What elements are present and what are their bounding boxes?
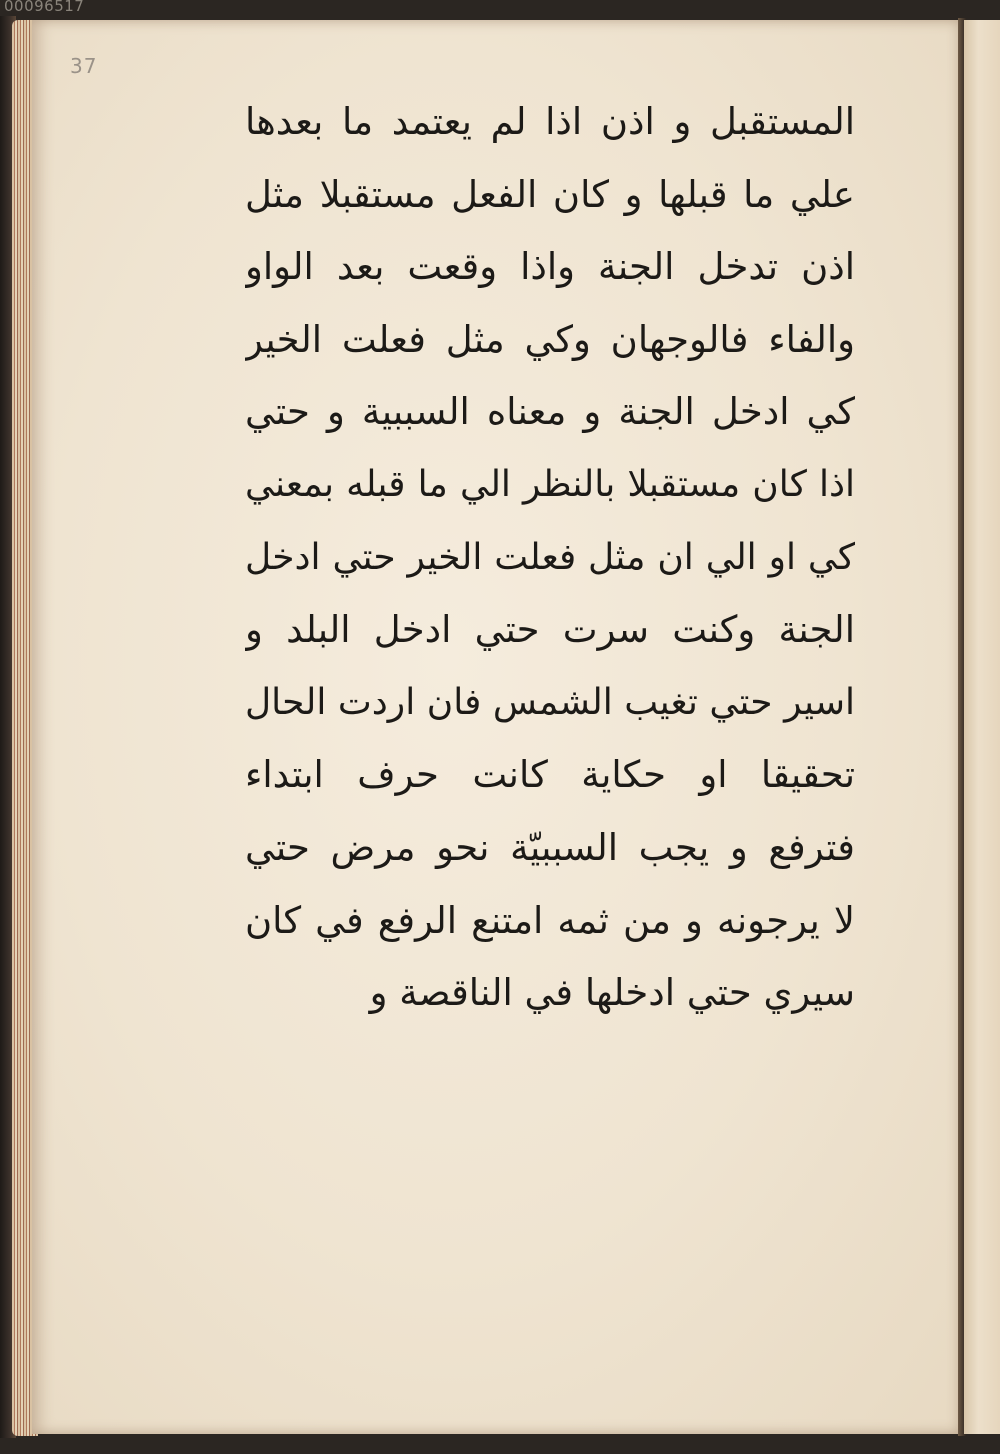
text-line-8: الجنة وكنت سرت حتي ادخل البلد و bbox=[245, 608, 855, 652]
text-line-13: سيري حتي ادخلها في الناقصة و bbox=[369, 971, 855, 1015]
text-line-11: فترفع و يجب السببيّة نحو مرض حتي bbox=[245, 825, 855, 869]
scan-id-label: 00096517 bbox=[4, 0, 85, 15]
text-line-6: اذا كان مستقبلا بالنظر الي ما قبله بمعني bbox=[245, 463, 855, 505]
text-line-3: اذن تدخل الجنة واذا وقعت بعد الواو bbox=[245, 245, 855, 289]
text-line-5: كي ادخل الجنة و معناه السببية و حتي bbox=[245, 390, 855, 434]
facing-page-edge bbox=[964, 20, 1000, 1434]
text-line-10: تحقيقا او حكاية كانت حرف ابتداء bbox=[245, 753, 855, 797]
text-line-12: لا يرجونه و من ثمه امتنع الرفع في كان bbox=[245, 898, 855, 942]
text-line-9: اسير حتي تغيب الشمس فان اردت الحال bbox=[245, 681, 855, 723]
text-line-1: المستقبل و اذن اذا لم يعتمد ما بعدها bbox=[245, 100, 855, 143]
text-line-7: كي او الي ان مثل فعلت الخير حتي ادخل bbox=[245, 536, 855, 578]
folio-number: 37 bbox=[70, 54, 98, 78]
text-line-4: والفاء فالوجهان وكي مثل فعلت الخير bbox=[245, 317, 855, 361]
manuscript-text-block bbox=[245, 86, 855, 1030]
text-line-2: علي ما قبلها و كان الفعل مستقبلا مثل bbox=[245, 172, 855, 216]
